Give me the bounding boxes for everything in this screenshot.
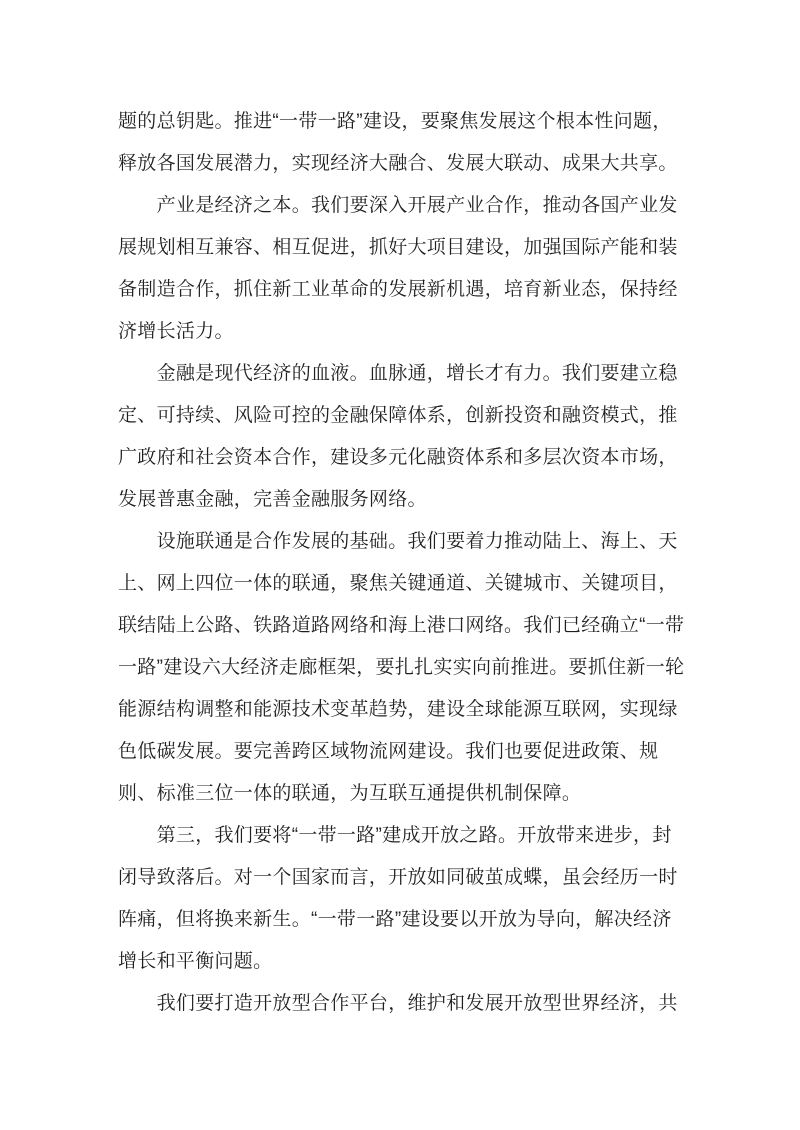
text-line: 上、网上四位一体的联通，聚焦关键通道、关键城市、关键项目， [118,573,678,594]
text-line: 备制造合作，抓住新工业革命的发展新机遇，培育新业态，保持经 [118,279,678,300]
text-line: 联结陆上公路、铁路道路网络和海上港口网络。我们已经确立“一带 [118,615,685,636]
text-line: 则、标准三位一体的联通，为互联互通提供机制保障。 [118,783,582,804]
text-line: 题的总钥匙。推进“一带一路”建设，要聚焦发展这个根本性问题， [118,111,672,132]
text-line: 能源结构调整和能源技术变革趋势，建设全球能源互联网，实现绿 [118,699,678,720]
text-line: 展规划相互兼容、相互促进，抓好大项目建设，加强国际产能和装 [118,237,678,258]
text-block [118,101,685,1025]
text-line: 金融是现代经济的血液。血脉通，增长才有力。我们要建立稳 [118,363,678,384]
text-line: 我们要打造开放型合作平台，维护和发展开放型世界经济，共 [118,993,678,1014]
text-line: 一路”建设六大经济走廊框架，要扎扎实实向前推进。要抓住新一轮 [118,657,685,678]
text-line: 发展普惠金融，完善金融服务网络。 [118,489,427,510]
text-line: 阵痛，但将换来新生。“一带一路”建设要以开放为导向，解决经济 [118,909,672,930]
text-line: 定、可持续、风险可控的金融保障体系，创新投资和融资模式，推 [118,405,678,426]
text-line: 济增长活力。 [118,321,234,342]
text-line: 闭导致落后。对一个国家而言，开放如同破茧成蝶，虽会经历一时 [118,867,678,888]
text-line: 广政府和社会资本合作，建设多元化融资体系和多层次资本市场， [118,447,678,468]
text-line: 增长和平衡问题。 [118,951,273,972]
text-line: 释放各国发展潜力，实现经济大融合、发展大联动、成果大共享。 [118,153,678,174]
text-line: 第三，我们要将“一带一路”建成开放之路。开放带来进步，封 [118,825,672,846]
text-line: 设施联通是合作发展的基础。我们要着力推动陆上、海上、天 [118,531,678,552]
text-line: 色低碳发展。要完善跨区域物流网建设。我们也要促进政策、规 [118,741,659,762]
text-line: 产业是经济之本。我们要深入开展产业合作，推动各国产业发 [118,195,678,216]
